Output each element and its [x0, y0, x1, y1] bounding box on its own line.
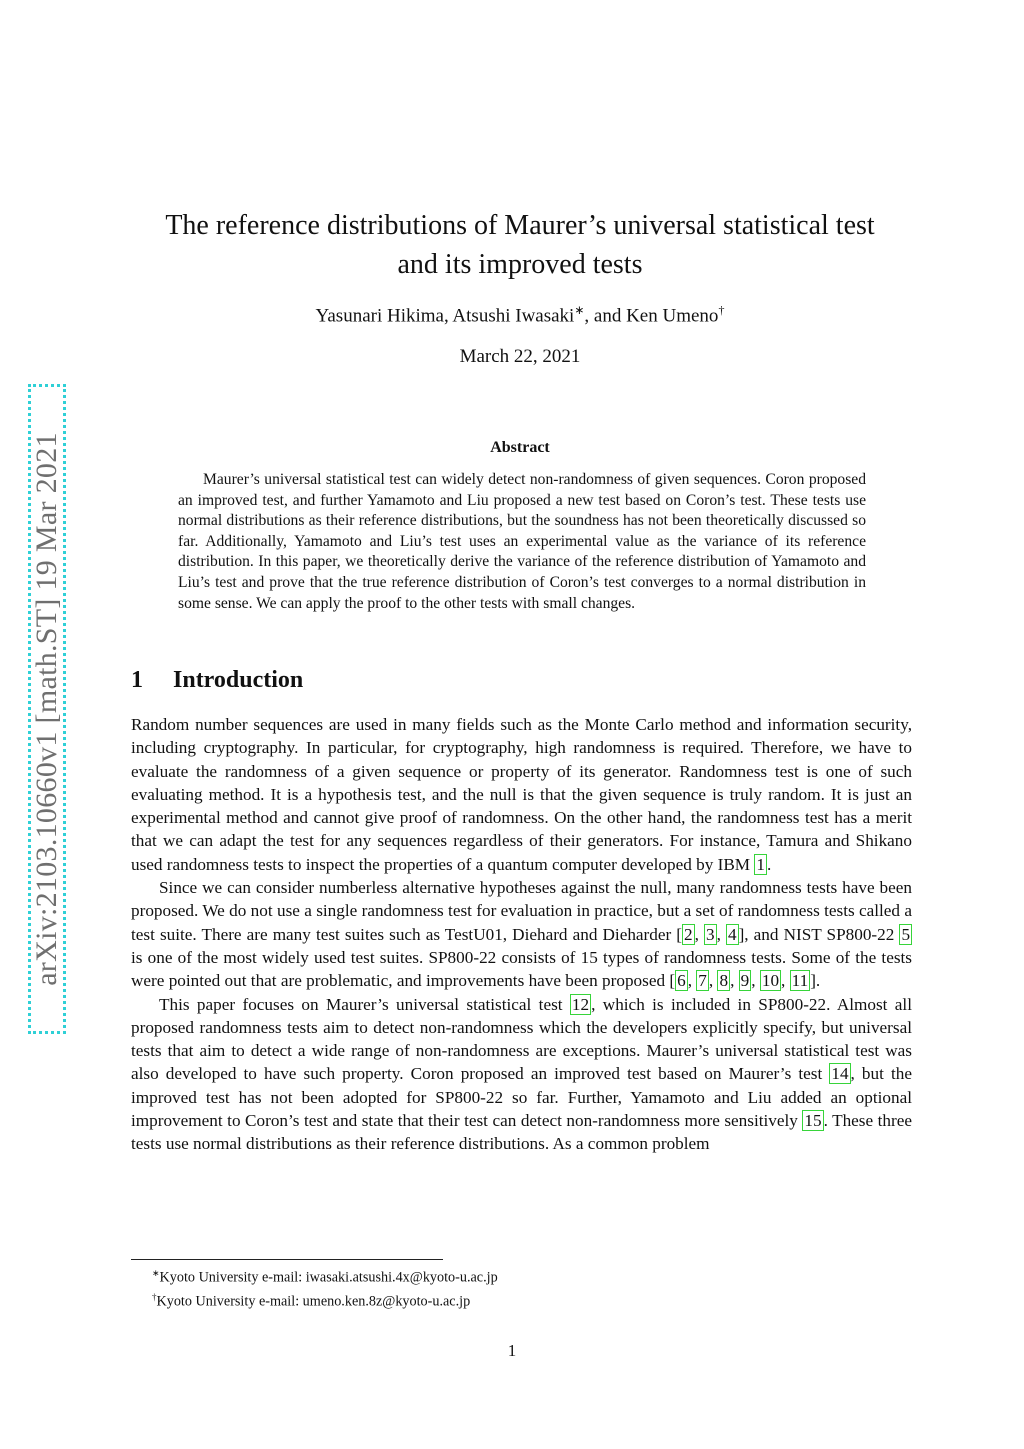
citation-link-7[interactable]: 7	[698, 971, 707, 991]
footnote-1-mark: ∗	[152, 1268, 160, 1278]
citation-link-8[interactable]: 8	[719, 971, 729, 991]
citation-link-4[interactable]: 4	[727, 924, 737, 944]
section-title: Introduction	[173, 667, 304, 693]
citation-separator: ,	[687, 971, 697, 991]
citation-separator: ,	[694, 924, 704, 944]
footnote-2-mark: †	[152, 1291, 157, 1302]
paragraph-2-end: ].	[810, 971, 821, 991]
paragraph-1-end: .	[766, 854, 772, 874]
introduction-body	[131, 713, 912, 1156]
footnote-2-text: Kyoto University e-mail: umeno.ken.8z@kyoto-u.ac.jp	[156, 1293, 471, 1310]
paragraph-1-text: Random number sequences are used in many fields such as the Monte Carlo method and information security, including cryptography. In particular, for cryptography, high randomness is required. Therefore, we have to evaluate the randomness of a given sequence or property of its generator. Randomness test is one of such evaluating method. It is a hypothesis test, and the null is that the given sequence is truly random. It is just an experimental method and cannot give proof of randomness. On the other hand, the randomness test has a merit that we can adapt the test for any sequences regardless of their generators. For instance, Tamura and Shikano used randomness tests to inspect the properties of a quantum computer developed by IBM	[131, 715, 912, 874]
citation-link-9[interactable]: 9	[740, 971, 750, 991]
paragraph-1	[131, 713, 912, 876]
paper-title	[130, 206, 910, 284]
authors-part-2: , and Ken Umeno	[584, 305, 719, 327]
paragraph-2-text-1: Since we can consider numberless alternative hypotheses against the null, many randomness tests have been proposed. We do not use a single randomness test for evaluation in practice, but a set of randomness tests called a test suite. There are many test suites such as TestU01, Diehard and Dieharder [	[131, 878, 912, 944]
citation-link-12[interactable]: 12	[571, 994, 590, 1014]
footnote-divider	[131, 1259, 443, 1260]
publication-date: March 22, 2021	[459, 346, 581, 367]
author-list	[130, 303, 910, 327]
paragraph-2-text-3: is one of the most widely used test suites. SP800-22 consists of 15 types of randomness tests. Some of the tests were pointed out that are problematic, and improvements have been proposed [	[131, 947, 912, 991]
paragraph-3-text-4: . These three tests use normal distributions as their reference distributions. As a common problem	[131, 1111, 912, 1154]
citation-link-6[interactable]: 6	[677, 971, 686, 991]
page-number: 1	[507, 1341, 517, 1360]
paragraph-3-text-2: , which is included in SP800-22. Almost all proposed randomness tests aim to detect non-randomness which the developers explicitly specify, but universal tests that aim to detect a wide range of non-randomness are exceptions. Maurer’s universal statistical test was also developed to have such property. Coron proposed an improved test based on Maurer’s test	[131, 994, 912, 1084]
citation-link-3[interactable]: 3	[706, 924, 715, 944]
citation-link-15[interactable]: 15	[804, 1111, 822, 1131]
paragraph-3-text-1: This paper focuses on Maurer’s universal statistical test	[159, 994, 570, 1014]
section-number: 1	[131, 667, 143, 693]
citation-separator: ,	[716, 924, 726, 944]
citation-link-11[interactable]: 11	[791, 971, 809, 991]
citation-separator: ,	[781, 971, 790, 991]
citation-link-10[interactable]: 10	[761, 971, 780, 991]
citation-separator: ,	[751, 971, 760, 991]
citation-separator: ,	[730, 971, 739, 991]
citation-link-1[interactable]: 1	[756, 854, 765, 874]
title-line-2: and its improved tests	[397, 249, 643, 280]
footnote-1	[152, 1264, 498, 1288]
footnotes	[152, 1264, 498, 1311]
footnote-mark-1[interactable]: ∗	[574, 303, 585, 317]
paragraph-2	[131, 876, 912, 992]
section-heading-introduction	[131, 667, 303, 694]
citation-link-2[interactable]: 2	[684, 924, 693, 944]
paragraph-3	[131, 993, 912, 1156]
arxiv-stamp	[28, 384, 66, 1034]
authors-part-1: Yasunari Hikima, Atsushi Iwasaki	[315, 305, 575, 327]
abstract-heading: Abstract	[490, 439, 550, 456]
paragraph-2-text-2: ], and NIST SP800-22	[738, 924, 900, 944]
footnote-2	[152, 1288, 498, 1312]
arxiv-identifier[interactable]: arXiv:2103.10660v1 [math.ST] 19 Mar 2021	[30, 432, 63, 986]
citation-link-5[interactable]: 5	[901, 924, 911, 944]
title-line-1: The reference distributions of Maurer’s universal statistical test	[165, 210, 875, 241]
footnote-mark-2[interactable]: †	[718, 303, 725, 317]
abstract-text: Maurer’s universal statistical test can widely detect non-randomness of given sequences. Coron proposed an improved test, and further Yamamoto and Liu proposed a new test based on Coron’s test. These tests use normal distributions as their reference distributions, but the soundness has not been theoretically discussed so far. Additionally, Yamamoto and Liu’s test uses an experimental value as the variance of its reference distribution. In this paper, we theoretically derive the variance of the reference distribution of Yamamoto and Liu’s test and prove that the true reference distribution of Coron’s test converges to a normal distribution in some sense. We can apply the proof to the other tests with small changes.	[178, 471, 866, 612]
citation-link-14[interactable]: 14	[831, 1064, 849, 1084]
citation-separator: ,	[708, 971, 718, 991]
footnote-1-text: Kyoto University e-mail: iwasaki.atsushi.4x@kyoto-u.ac.jp	[159, 1269, 498, 1286]
paragraph-3-text-3: , but the improved test has not been adopted for SP800-22 so far. Further, Yamamoto and Liu added an optional improvement to Coron’s test and state that their test can detect non-randomness more sensitively	[131, 1064, 912, 1131]
